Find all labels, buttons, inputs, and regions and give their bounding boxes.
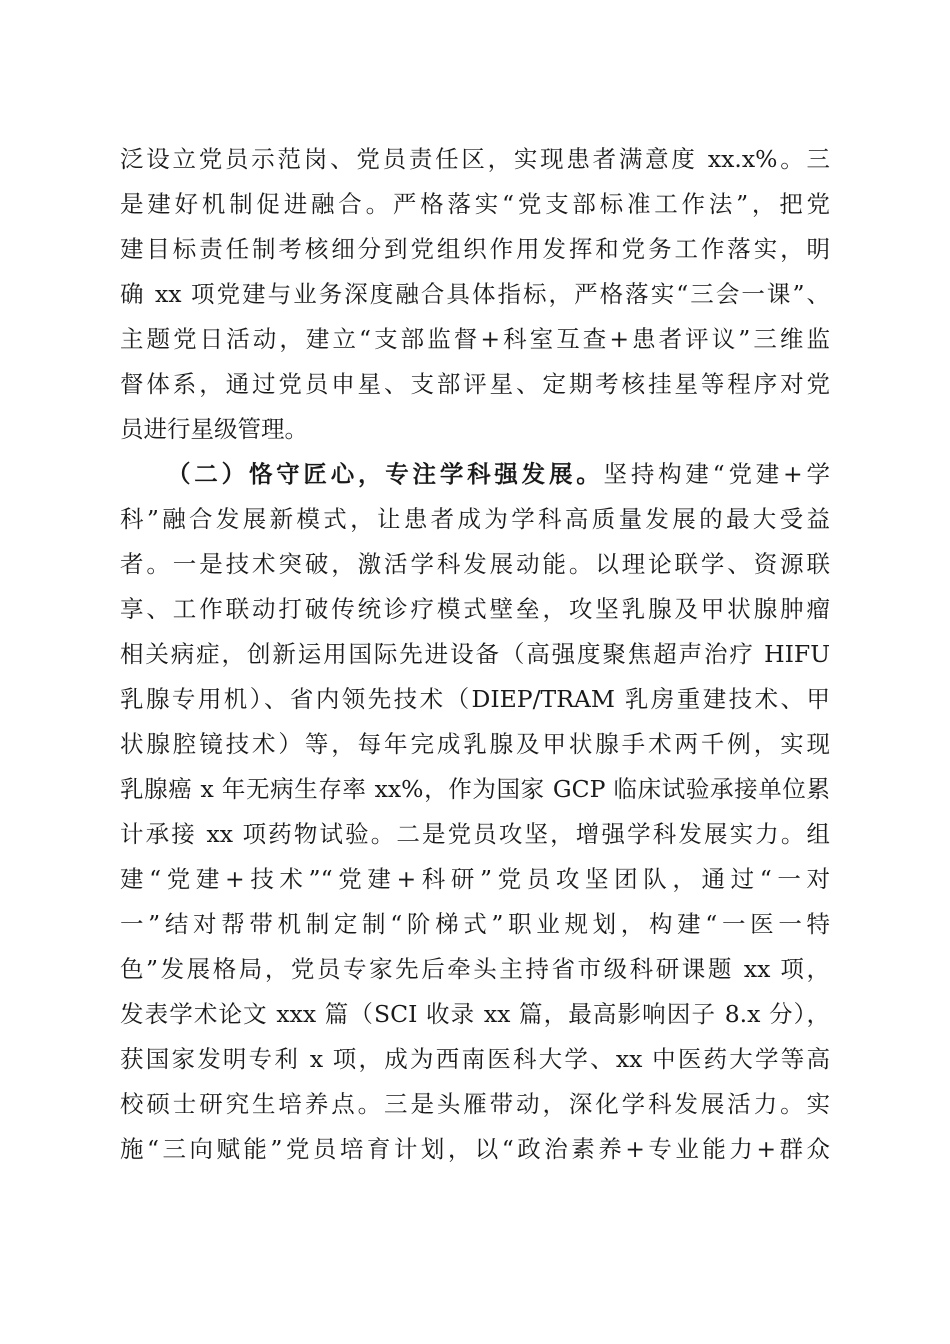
text-line: 施“三向赋能”党员培育计划，以“政治素养+专业能力+群众 bbox=[120, 1135, 830, 1163]
text-line: 状腺腔镜技术）等，每年完成乳腺及甲状腺手术两千例，实现 bbox=[120, 730, 830, 758]
text-line: 泛设立党员示范岗、党员责任区，实现患者满意度 xx.x%。三 bbox=[120, 145, 830, 173]
text-line: 乳腺专用机）、省内领先技术（DIEP/TRAM 乳房重建技术、甲 bbox=[120, 685, 830, 713]
text-line: 是建好机制促进融合。严格落实“党支部标准工作法”，把党 bbox=[120, 190, 830, 218]
section-heading-line bbox=[120, 452, 830, 497]
text-line: 确 xx 项党建与业务深度融合具体指标，严格落实“三会一课”、 bbox=[120, 280, 830, 308]
text-line: 乳腺癌 x 年无病生存率 xx%，作为国家 GCP 临床试验承接单位累 bbox=[120, 775, 830, 803]
text-line: 获国家发明专利 x 项，成为西南医科大学、xx 中医药大学等高 bbox=[120, 1045, 830, 1073]
text-line: 建“党建+技术”“党建+科研”党员攻坚团队，通过“一对 bbox=[120, 865, 830, 893]
section-lead-text: 坚持构建“党建+学 bbox=[603, 460, 830, 488]
text-line: 一”结对帮带机制定制“阶梯式”职业规划，构建“一医一特 bbox=[120, 910, 830, 938]
text-line: 督体系，通过党员申星、支部评星、定期考核挂星等程序对党 bbox=[120, 370, 830, 398]
text-line: 发表学术论文 xxx 篇（SCI 收录 xx 篇，最高影响因子 8.x 分）， bbox=[120, 1000, 830, 1028]
text-line: 色”发展格局，党员专家先后牵头主持省市级科研课题 xx 项， bbox=[120, 955, 830, 983]
text-line: 员进行星级管理。 bbox=[120, 415, 308, 443]
text-line: 科”融合发展新模式，让患者成为学科高质量发展的最大受益 bbox=[120, 505, 830, 533]
text-line: 计承接 xx 项药物试验。二是党员攻坚，增强学科发展实力。组 bbox=[120, 820, 830, 848]
text-line: 主题党日活动，建立“支部监督+科室互查+患者评议”三维监 bbox=[120, 325, 830, 353]
text-line: 享、工作联动打破传统诊疗模式壁垒，攻坚乳腺及甲状腺肿瘤 bbox=[120, 595, 830, 623]
text-line: 者。一是技术突破，激活学科发展动能。以理论联学、资源联 bbox=[120, 550, 830, 578]
body-text bbox=[120, 137, 830, 1172]
text-line: 建目标责任制考核细分到党组织作用发挥和党务工作落实，明 bbox=[120, 235, 830, 263]
section-heading: （二）恪守匠心，专注学科强发展。 bbox=[167, 460, 604, 488]
text-line: 校硕士研究生培养点。三是头雁带动，深化学科发展活力。实 bbox=[120, 1090, 830, 1118]
text-line: 相关病症，创新运用国际先进设备（高强度聚焦超声治疗 HIFU bbox=[120, 640, 830, 668]
